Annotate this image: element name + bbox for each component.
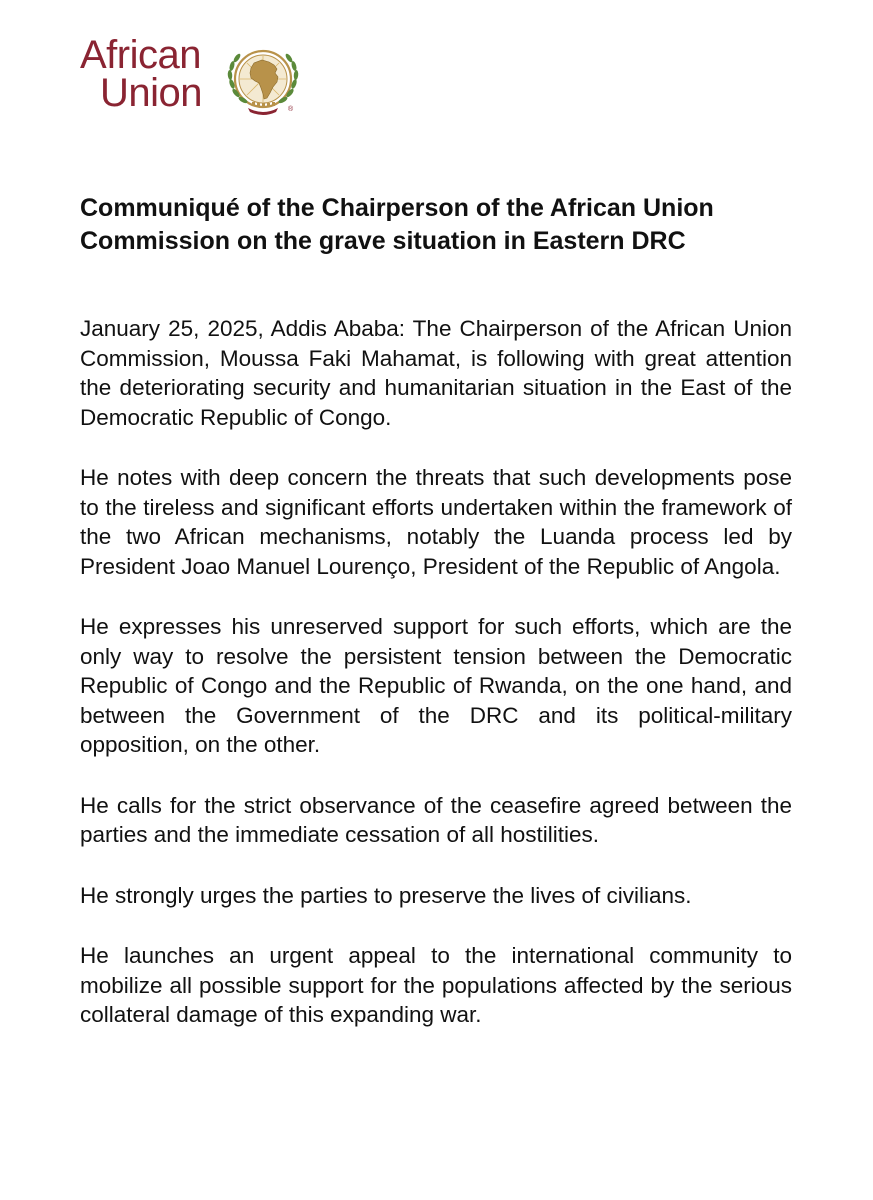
registered-mark: ® [288,106,294,113]
paragraph-6: He launches an urgent appeal to the international community to mobilize all possible support for the populations affected by the serious collateral damage of this expanding war. [80,943,792,1027]
logo-text-union: Union [100,71,203,115]
paragraph-2: He notes with deep concern the threats that such developments pose to the tireless and significant efforts undertaken within the framework of the two African mechanisms, notably the Luanda process led by President Joao Manuel Lourenço, President of the Republic of Angola. [80,465,792,579]
logo-wordmark [80,33,230,115]
african-union-logo [80,33,310,126]
paragraph-1: January 25, 2025, Addis Ababa: The Chairperson of the African Union Commission, Moussa Faki Mahamat, is following with great attention the deteriorating security and humanitarian situation in the East of the Democratic Republic of Congo. [80,316,792,430]
document-title: Communiqué of the Chairperson of the African Union Commission on the grave situation in Eastern DRC [80,194,714,255]
logo-text-african: African [80,33,201,77]
paragraph-3: He expresses his unreserved support for such efforts, which are the only way to resolve the persistent tension between the Democratic Republic of Congo and the Republic of Rwanda, on the one hand, and between the Government of the DRC and its political-military opposition, on the other. [80,614,792,757]
paragraph-4: He calls for the strict observance of the ceasefire agreed between the parties and the immediate cessation of all hostilities. [80,792,792,847]
paragraph-5: He strongly urges the parties to preserve the lives of civilians. [80,882,692,908]
document-body [80,314,792,1061]
